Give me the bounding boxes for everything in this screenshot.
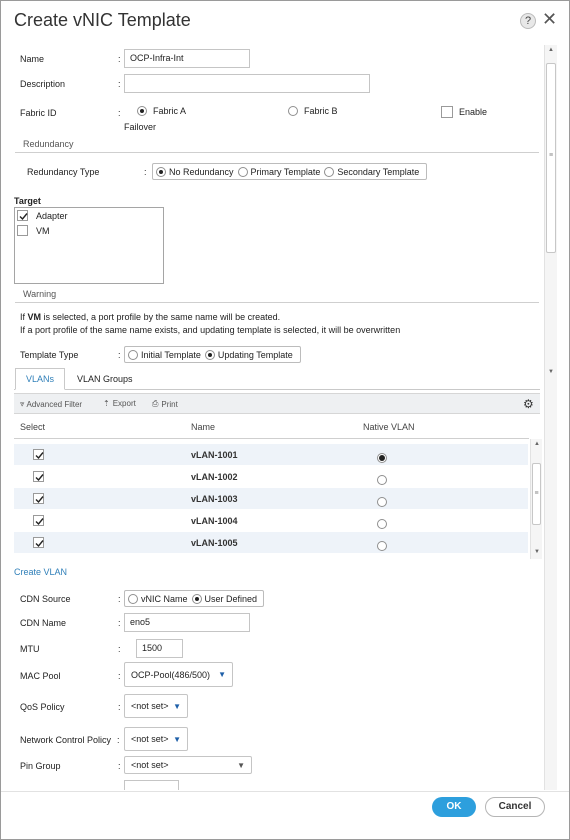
vlan-name: vLAN-1005 xyxy=(191,538,238,548)
grip-icon: ≡ xyxy=(548,152,554,159)
row-select-checkbox[interactable] xyxy=(33,537,44,548)
redundancy-type-group xyxy=(152,163,427,180)
adapter-label: Adapter xyxy=(36,210,68,221)
vlan-table-body xyxy=(14,444,528,556)
filter-icon: ⩔ xyxy=(20,399,25,408)
advanced-filter-label: Advanced Filter xyxy=(26,399,83,409)
colon: : xyxy=(118,761,121,771)
vlan-toolbar xyxy=(14,393,540,414)
gear-icon[interactable]: ⚙ xyxy=(523,397,534,411)
dialog-scrollbar[interactable] xyxy=(544,45,557,790)
chevron-down-icon: ▼ xyxy=(218,670,226,679)
adapter-checkbox[interactable] xyxy=(17,210,28,221)
initial-template-option[interactable] xyxy=(128,350,201,360)
primary-template-radio[interactable] xyxy=(238,167,248,177)
native-vlan-radio[interactable] xyxy=(377,475,387,485)
colon: : xyxy=(118,79,121,89)
colon: : xyxy=(144,167,147,177)
colon: : xyxy=(118,350,121,360)
print-icon: ⎙ xyxy=(152,399,159,408)
print-label: Print xyxy=(161,399,178,409)
name-label: Name xyxy=(20,54,45,64)
fabric-b-option[interactable] xyxy=(288,106,338,116)
cdn-name-input[interactable]: eno5 xyxy=(124,613,250,632)
tab-vlans[interactable]: VLANs xyxy=(15,368,65,390)
checkmark-icon xyxy=(34,494,45,505)
native-vlan-radio[interactable] xyxy=(377,497,387,507)
primary-template-label: Primary Template xyxy=(250,166,321,177)
enable-failover-option[interactable] xyxy=(441,106,487,118)
updating-template-option[interactable] xyxy=(205,350,293,360)
fabric-a-label: Fabric A xyxy=(153,106,187,116)
mac-pool-label: MAC Pool xyxy=(20,671,61,681)
export-label: Export xyxy=(112,399,136,408)
table-row[interactable] xyxy=(14,510,528,532)
checkmark-icon xyxy=(34,472,45,483)
vlan-name: vLAN-1003 xyxy=(191,494,238,504)
updating-template-radio[interactable] xyxy=(205,350,215,360)
dialog-scroll-thumb[interactable] xyxy=(546,63,556,253)
no-redundancy-option[interactable] xyxy=(156,167,234,177)
qos-policy-value: <not set> xyxy=(131,701,169,711)
chevron-down-icon: ▼ xyxy=(173,701,181,711)
table-header-divider xyxy=(14,438,529,439)
secondary-template-label: Secondary Template xyxy=(337,166,420,177)
colon: : xyxy=(118,594,121,604)
colon: : xyxy=(118,702,121,712)
target-listbox[interactable] xyxy=(14,207,164,284)
template-type-group xyxy=(124,346,301,363)
scroll-up-icon[interactable]: ▲ xyxy=(548,47,554,53)
warning-line-1-bold: VM xyxy=(27,312,42,322)
description-label: Description xyxy=(20,79,66,89)
checkmark-icon xyxy=(34,450,45,461)
advanced-filter-button[interactable] xyxy=(20,399,82,409)
target-adapter-item[interactable] xyxy=(17,210,68,221)
fabric-a-radio[interactable] xyxy=(137,106,147,116)
user-defined-label: User Defined xyxy=(204,593,258,604)
export-button[interactable] xyxy=(103,399,136,408)
checkmark-icon xyxy=(34,516,45,527)
tabs-baseline xyxy=(14,389,540,390)
vlan-name: vLAN-1004 xyxy=(191,516,238,526)
qos-policy-label: QoS Policy xyxy=(20,702,65,712)
row-select-checkbox[interactable] xyxy=(33,449,44,460)
redundancy-section-title: Redundancy xyxy=(23,139,74,149)
warning-line-1-pre: If xyxy=(20,312,28,322)
network-control-policy-label: Network Control Policy xyxy=(20,735,112,745)
enable-failover-checkbox[interactable] xyxy=(441,106,453,118)
table-scrollbar[interactable] xyxy=(530,439,542,559)
name-input[interactable]: OCP-Infra-Int xyxy=(124,49,250,68)
user-defined-option[interactable] xyxy=(192,594,258,604)
colon: : xyxy=(118,108,121,118)
tab-vlan-groups[interactable]: VLAN Groups xyxy=(77,374,133,384)
export-icon: ⇡ xyxy=(103,399,110,408)
vm-checkbox[interactable] xyxy=(17,225,28,236)
mtu-input[interactable]: 1500 xyxy=(136,639,183,658)
redundancy-divider xyxy=(15,152,539,153)
colon: : xyxy=(117,735,120,745)
row-select-checkbox[interactable] xyxy=(33,515,44,526)
dialog-title: Create vNIC Template xyxy=(14,10,191,30)
checkmark-icon xyxy=(34,538,45,549)
network-control-policy-value: <not set> xyxy=(131,734,169,744)
mac-pool-select[interactable] xyxy=(124,662,233,687)
pin-group-select[interactable] xyxy=(124,756,252,774)
cdn-name-label: CDN Name xyxy=(20,618,67,628)
secondary-template-radio[interactable] xyxy=(324,167,334,177)
colon: : xyxy=(118,644,121,654)
help-icon[interactable]: ? xyxy=(520,13,536,29)
fabric-b-label: Fabric B xyxy=(304,106,338,116)
secondary-template-option[interactable] xyxy=(324,167,419,177)
table-row[interactable] xyxy=(14,488,528,510)
row-select-checkbox[interactable] xyxy=(33,471,44,482)
native-vlan-radio[interactable] xyxy=(377,453,387,463)
scroll-down-icon[interactable]: ▼ xyxy=(548,369,554,375)
native-vlan-radio[interactable] xyxy=(377,519,387,529)
vnic-name-label: vNIC Name xyxy=(141,593,188,604)
table-scroll-thumb[interactable] xyxy=(532,463,541,525)
mac-pool-value: OCP-Pool(486/500) xyxy=(131,669,211,680)
vnic-name-option[interactable] xyxy=(128,594,188,604)
target-label: Target xyxy=(14,196,41,206)
target-vm-item[interactable] xyxy=(17,225,50,236)
description-input[interactable] xyxy=(124,74,370,93)
cdn-source-group xyxy=(124,590,264,607)
print-button[interactable] xyxy=(152,399,178,409)
cancel-button[interactable]: Cancel xyxy=(485,797,545,817)
native-vlan-radio[interactable] xyxy=(377,541,387,551)
footer-divider xyxy=(1,791,569,792)
network-control-policy-select[interactable] xyxy=(124,727,188,751)
column-header-native-vlan[interactable]: Native VLAN xyxy=(363,422,415,432)
column-header-name[interactable]: Name xyxy=(191,422,216,432)
colon: : xyxy=(118,618,121,628)
fabric-id-label: Fabric ID xyxy=(20,108,57,118)
table-row[interactable] xyxy=(14,466,528,488)
user-defined-radio[interactable] xyxy=(192,594,202,604)
mtu-label: MTU xyxy=(20,644,40,654)
warning-line-2: If a port profile of the same name exists, and updating template is selected, it will be overwritten xyxy=(20,325,401,335)
fabric-a-option[interactable] xyxy=(137,106,186,116)
warning-line-1 xyxy=(20,312,280,322)
vnic-name-radio[interactable] xyxy=(128,594,138,604)
table-row[interactable] xyxy=(14,444,528,466)
fabric-b-radio[interactable] xyxy=(288,106,298,116)
initial-template-radio[interactable] xyxy=(128,350,138,360)
vlan-name: vLAN-1002 xyxy=(191,472,238,482)
failover-label: Failover xyxy=(124,122,157,132)
vm-label: VM xyxy=(36,225,50,236)
colon: : xyxy=(118,54,121,64)
close-icon[interactable]: ✕ xyxy=(542,9,558,29)
cut-off-field xyxy=(124,780,179,790)
primary-template-option[interactable] xyxy=(238,167,321,177)
column-header-select: Select xyxy=(20,422,46,432)
chevron-down-icon: ▼ xyxy=(173,734,181,744)
pin-group-value: <not set> xyxy=(131,760,169,770)
updating-template-label: Updating Template xyxy=(217,349,293,360)
qos-policy-select[interactable] xyxy=(124,694,188,718)
no-redundancy-radio[interactable] xyxy=(156,167,166,177)
create-vlan-link[interactable]: Create VLAN xyxy=(14,567,68,577)
grip-icon: ≡ xyxy=(534,490,539,497)
warning-divider xyxy=(15,302,539,303)
table-row[interactable] xyxy=(14,532,528,554)
warning-line-1-post: is selected, a port profile by the same name will be created. xyxy=(41,312,281,322)
ok-button[interactable]: OK xyxy=(432,797,476,817)
initial-template-label: Initial Template xyxy=(141,349,201,360)
warning-section-title: Warning xyxy=(23,289,57,299)
table-scroll-down-icon[interactable]: ▼ xyxy=(534,549,540,555)
table-scroll-up-icon[interactable]: ▲ xyxy=(534,441,540,447)
chevron-down-icon: ▼ xyxy=(237,760,245,770)
row-select-checkbox[interactable] xyxy=(33,493,44,504)
vlan-name: vLAN-1001 xyxy=(191,450,238,460)
template-type-label: Template Type xyxy=(20,350,79,360)
redundancy-type-label: Redundancy Type xyxy=(27,167,100,177)
no-redundancy-label: No Redundancy xyxy=(169,166,234,177)
cdn-source-label: CDN Source xyxy=(20,594,71,604)
colon: : xyxy=(118,671,121,681)
checkmark-icon xyxy=(18,211,29,222)
pin-group-label: Pin Group xyxy=(20,761,61,771)
enable-label: Enable xyxy=(459,107,488,117)
